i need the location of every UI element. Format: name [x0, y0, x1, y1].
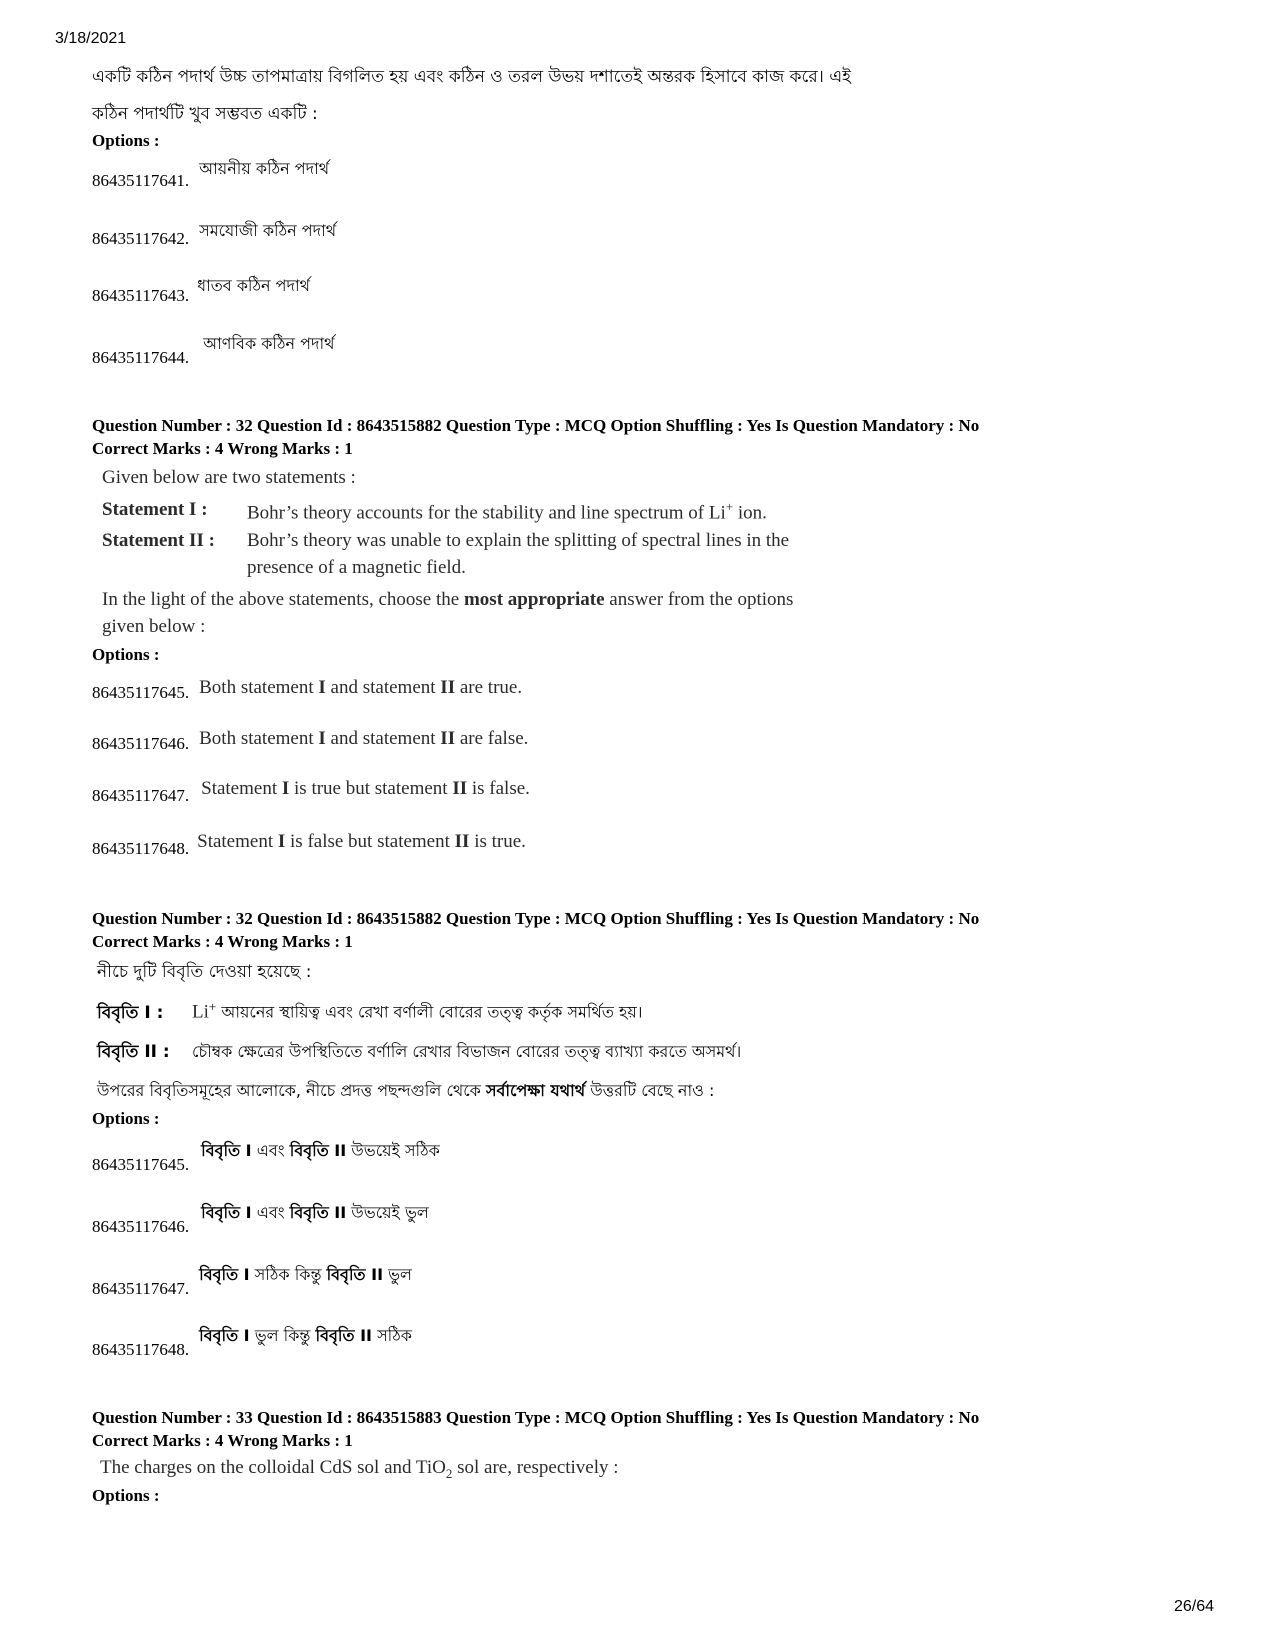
question-32-bn-option-2[interactable]: [92, 1203, 429, 1241]
option-text: Both statement I and statement II are true.: [199, 677, 523, 698]
question-32-option-1[interactable]: [92, 677, 523, 704]
option-text: আণবিক কঠিন পদার্থ: [203, 334, 335, 353]
superscript-plus: +: [208, 999, 217, 1014]
superscript-plus: +: [725, 499, 734, 514]
question-32-option-4[interactable]: [92, 831, 526, 860]
question-31-option-3[interactable]: [92, 276, 310, 310]
option-id: 86435117645.: [92, 1155, 190, 1174]
option-text: আয়নীয় কঠিন পদার্থ: [199, 159, 330, 178]
bn-ask-emphasis: সর্বাপেক্ষা যথার্থ: [485, 1081, 586, 1100]
option-id: 86435117641.: [92, 171, 190, 190]
ask-text: In the light of the above statements, choose the: [102, 589, 464, 610]
statement-1-text: [247, 499, 767, 524]
bn-statement-1-ion: Li: [192, 1001, 209, 1023]
question-32-meta-line-1: Question Number : 32 Question Id : 8643515882 Question Type : MCQ Option Shuffling : Yes Is Question Mandatory : No: [92, 416, 980, 435]
bn-ask-text-end: উত্তরটি বেছে নাও :: [585, 1081, 715, 1100]
question-31-option-1[interactable]: [92, 159, 330, 195]
option-text: বিবৃতি I সঠিক কিন্তু বিবৃতি II ভুল: [199, 1265, 412, 1284]
question-31-text-line-1: একটি কঠিন পদার্থ উচ্চ তাপমাত্রায় বিগলিত হয় এবং কঠিন ও তরল উভয় দশাতেই অন্তরক হিসাবে কাজ করে। এই: [92, 67, 851, 87]
bn-statement-1-body: আয়নের স্থায়িত্ব এবং রেখা বর্ণালী বোরের তত্ত্ব কর্তৃক সমর্থিত হয়।: [216, 1002, 643, 1022]
statement-1-label: Statement I :: [102, 499, 208, 520]
option-id: 86435117643.: [92, 286, 190, 305]
question-33-text: [100, 1457, 619, 1482]
question-32-intro: Given below are two statements :: [102, 467, 356, 488]
question-31-text-line-2: কঠিন পদার্থটি খুব সম্ভবত একটি :: [92, 104, 318, 124]
question-31-option-4[interactable]: [92, 334, 335, 372]
question-33-options-label: Options :: [92, 1486, 160, 1505]
question-32-bn-intro: নীচে দুটি বিবৃতি দেওয়া হয়েছে :: [97, 962, 312, 982]
question-32-bn-options-label: Options :: [92, 1109, 160, 1128]
option-text: বিবৃতি I ভুল কিন্তু বিবৃতি II সঠিক: [199, 1326, 412, 1345]
page-date: 3/18/2021: [55, 30, 127, 47]
question-32-bn-ask: [97, 1078, 714, 1105]
question-32-bn-option-4[interactable]: [92, 1326, 412, 1364]
page-number: 26/64: [1174, 1598, 1215, 1615]
statement-2-label: Statement II :: [102, 530, 215, 551]
option-id: 86435117647.: [92, 1279, 190, 1298]
question-32-ask-line-2: given below :: [102, 616, 206, 637]
option-text: Statement I is true but statement II is false.: [201, 778, 530, 799]
question-33-meta-line-1: Question Number : 33 Question Id : 8643515883 Question Type : MCQ Option Shuffling : Yes Is Question Mandatory : No: [92, 1408, 980, 1427]
question-31-option-2[interactable]: [92, 221, 337, 253]
statement-1-text-end: ion.: [733, 502, 767, 524]
question-33-meta-line-2: Correct Marks : 4 Wrong Marks : 1: [92, 1431, 353, 1450]
bn-statement-1-label: বিবৃতি I :: [97, 1003, 164, 1023]
statement-2-text-line-1: Bohr’s theory was unable to explain the splitting of spectral lines in the: [247, 530, 790, 551]
option-id: 86435117646.: [92, 734, 190, 753]
bn-statement-2-label: বিবৃতি II :: [97, 1042, 170, 1062]
question-32-bn-meta-line-1: Question Number : 32 Question Id : 8643515882 Question Type : MCQ Option Shuffling : Yes Is Question Mandatory : No: [92, 909, 980, 928]
option-id: 86435117642.: [92, 229, 190, 248]
bn-statement-2-text: চৌম্বক ক্ষেত্রের উপস্থিতিতে বর্ণালি রেখার বিভাজন বোরের তত্ত্ব ব্যাখ্যা করতে অসমর্থ।: [192, 1042, 742, 1061]
option-text: বিবৃতি I এবং বিবৃতি II উভয়েই ভুল: [201, 1203, 429, 1222]
question-32-meta-line-2: Correct Marks : 4 Wrong Marks : 1: [92, 439, 353, 458]
option-text: সমযোজী কঠিন পদার্থ: [199, 221, 337, 240]
option-text: বিবৃতি I এবং বিবৃতি II উভয়েই সঠিক: [201, 1141, 440, 1160]
option-text: Both statement I and statement II are false.: [199, 728, 529, 749]
statement-1-text-main: Bohr’s theory accounts for the stability and line spectrum of Li: [247, 502, 726, 524]
question-32-options-label: Options :: [92, 645, 160, 664]
question-32-ask-line-1: [102, 589, 793, 611]
statement-2-text-line-2: presence of a magnetic field.: [247, 557, 466, 578]
option-text: Statement I is false but statement II is true.: [197, 831, 526, 852]
question-32-bn-option-3[interactable]: [92, 1265, 412, 1303]
ask-text-end: answer from the options: [604, 589, 794, 610]
bn-ask-text: উপরের বিবৃতিসমূহের আলোকে, নীচে প্রদত্ত পছন্দগুলি থেকে: [97, 1081, 486, 1100]
question-32-option-3[interactable]: [92, 778, 530, 807]
option-id: 86435117648.: [92, 1340, 190, 1359]
question-33-text-main: The charges on the colloidal CdS sol and TiO: [100, 1457, 446, 1478]
option-id: 86435117646.: [92, 1217, 190, 1236]
question-32-bn-meta-line-2: Correct Marks : 4 Wrong Marks : 1: [92, 932, 353, 951]
bn-statement-1-text: [192, 999, 643, 1026]
option-id: 86435117644.: [92, 348, 190, 367]
option-id: 86435117647.: [92, 786, 190, 805]
option-id: 86435117645.: [92, 683, 190, 702]
ask-emphasis: most appropriate: [463, 589, 605, 610]
question-31-options-label: Options :: [92, 131, 160, 150]
option-id: 86435117648.: [92, 839, 190, 858]
question-32-option-2[interactable]: [92, 728, 529, 755]
question-32-bn-option-1[interactable]: [92, 1141, 440, 1179]
question-33-text-end: sol are, respectively :: [452, 1457, 619, 1478]
subscript-two: 2: [445, 1465, 453, 1481]
option-text: ধাতব কঠিন পদার্থ: [197, 276, 310, 295]
